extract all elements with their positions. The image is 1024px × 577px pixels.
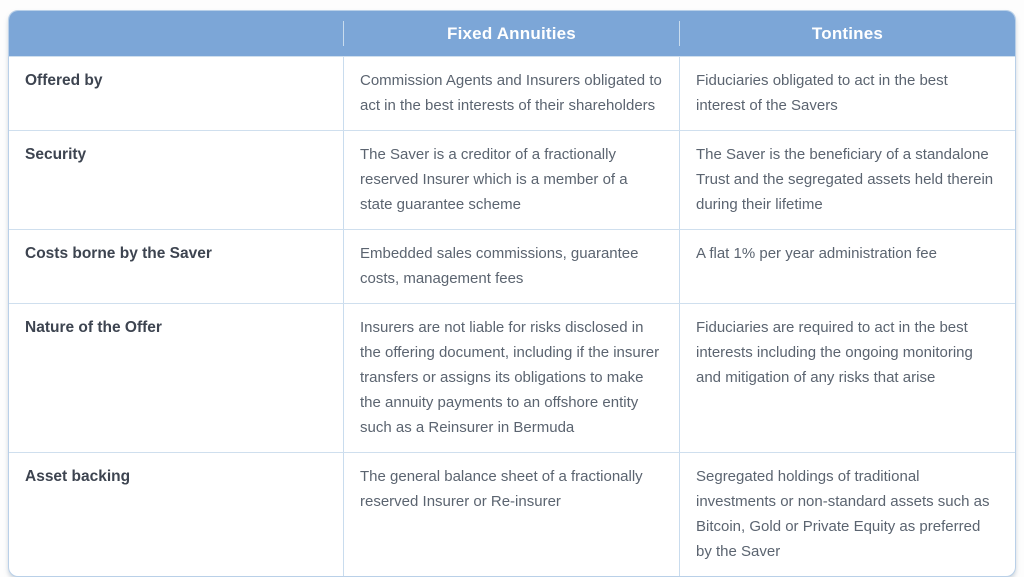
cell-fixed-annuities: Embedded sales commissions, guarantee costs, management fees [343, 230, 679, 303]
table-row-asset-backing [9, 452, 1015, 576]
cell-fixed-annuities: Commission Agents and Insurers obligated to act in the best interests of their shareholders [343, 57, 679, 130]
cell-tontines: Segregated holdings of traditional investments or non-standard assets such as Bitcoin, Gold or Private Equity as preferred by the Saver [679, 453, 1015, 576]
cell-tontines: Fiduciaries are required to act in the best interests including the ongoing monitoring and mitigation of any risks that arise [679, 304, 1015, 452]
table-body [9, 56, 1015, 576]
cell-tontines: A flat 1% per year administration fee [679, 230, 1015, 303]
cell-fixed-annuities: The general balance sheet of a fractionally reserved Insurer or Re-insurer [343, 453, 679, 576]
row-label: Asset backing [25, 468, 131, 485]
table-header-row [9, 11, 1015, 56]
cell-tontines: The Saver is the beneficiary of a standalone Trust and the segregated assets held therein during their lifetime [679, 131, 1015, 229]
column-header-tontines: Tontines [679, 21, 1015, 46]
row-label: Offered by [25, 72, 103, 89]
cell-fixed-annuities: Insurers are not liable for risks disclosed in the offering document, including if the insurer transfers or assigns its obligations to make the annuity payments to an offshore entity such as a Reinsurer in Bermuda [343, 304, 679, 452]
table-row-security [9, 130, 1015, 229]
row-label: Costs borne by the Saver [25, 245, 212, 262]
row-label: Nature of the Offer [25, 319, 162, 336]
cell-tontines: Fiduciaries obligated to act in the best interest of the Savers [679, 57, 1015, 130]
comparison-table [8, 10, 1016, 577]
row-label: Security [25, 146, 87, 163]
cell-fixed-annuities: The Saver is a creditor of a fractionally reserved Insurer which is a member of a state guarantee scheme [343, 131, 679, 229]
table-row-costs [9, 229, 1015, 303]
table-row-nature-of-offer [9, 303, 1015, 452]
column-header-fixed-annuities: Fixed Annuities [343, 21, 679, 46]
table-row-offered-by [9, 56, 1015, 130]
